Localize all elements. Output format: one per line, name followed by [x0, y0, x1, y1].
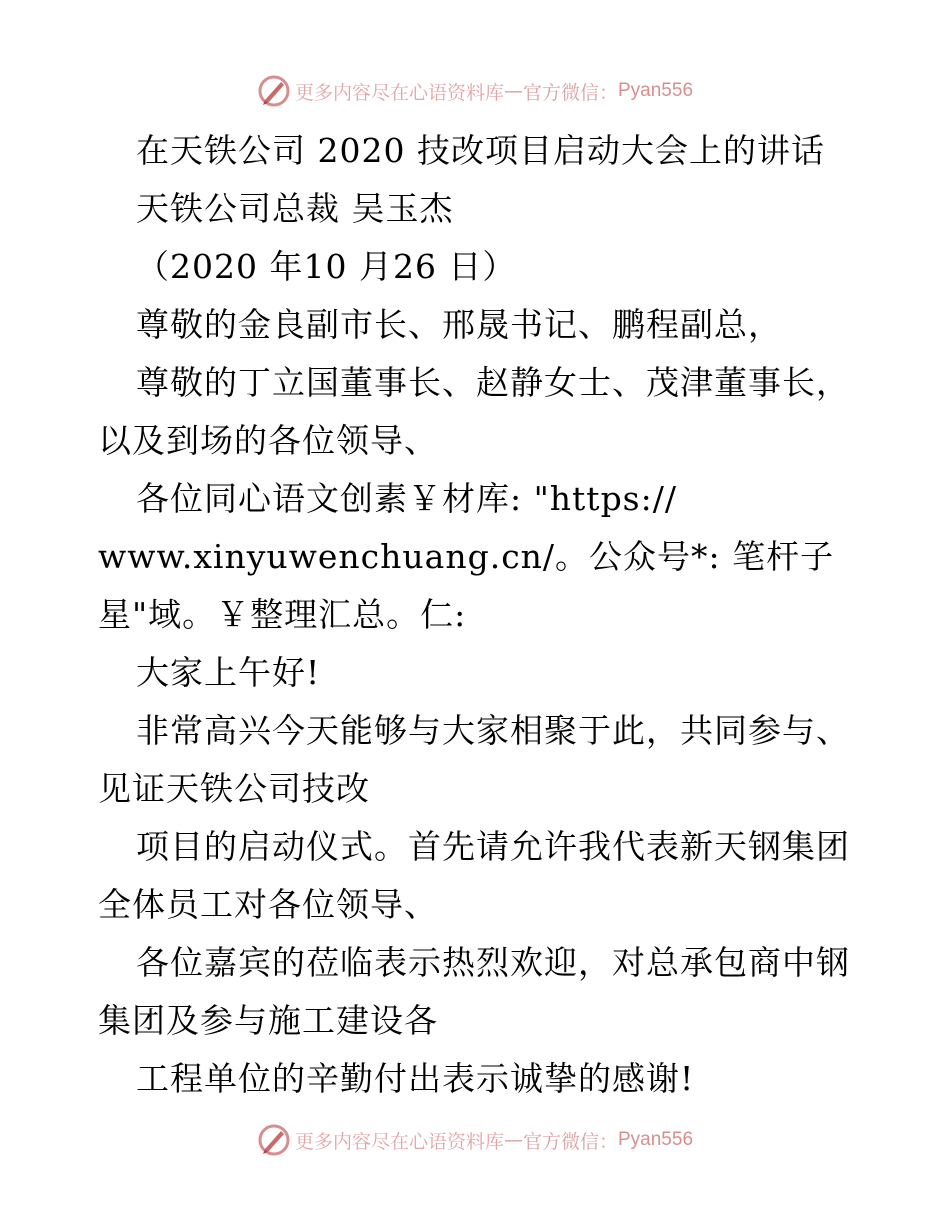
- watermark-main-text: 更多内容尽在心语资料库: [294, 1130, 504, 1153]
- text-line: 各位同心语文创素￥材库: "https://: [136, 479, 677, 518]
- watermark-wechat-id: Pyan556: [618, 80, 694, 101]
- text-line: 非常高兴今天能够与大家相聚于此，共同参与、: [136, 711, 850, 750]
- pen-logo-icon: [257, 74, 291, 108]
- text-line: 在天铁公司 2020 技改项目启动大会上的讲话: [136, 131, 825, 170]
- text-line: 尊敬的金良副市长、邢晟书记、鹏程副总，: [136, 305, 782, 344]
- watermark-header: [0, 71, 950, 111]
- watermark-footer: [0, 1120, 950, 1160]
- text-line: www.xinyuwenchuang.cn/。公众号*: 笔杆子: [98, 537, 835, 576]
- text-line: 集团及参与施工建设各: [98, 1001, 438, 1040]
- text-line: 项目的启动仪式。首先请允许我代表新天钢集团: [136, 827, 850, 866]
- watermark-main-text: 更多内容尽在心语资料库: [294, 81, 504, 104]
- text-line: 天铁公司总裁 吴玉杰: [136, 189, 454, 228]
- text-line: 全体员工对各位领导、: [98, 885, 438, 924]
- text-line: 尊敬的丁立国董事长、赵静女士、茂津董事长，: [136, 363, 850, 402]
- watermark-sub-text: 官方微信：: [522, 1130, 618, 1153]
- text-line: 各位嘉宾的莅临表示热烈欢迎，对总承包商中钢: [136, 943, 850, 982]
- pen-logo-icon: [257, 1123, 291, 1157]
- watermark-sub-text: 官方微信：: [522, 81, 618, 104]
- watermark-dash: —: [503, 80, 523, 102]
- text-line: 大家上午好!: [136, 653, 321, 692]
- watermark-wechat-id: Pyan556: [618, 1129, 694, 1150]
- text-line: 星"域。￥整理汇总。仁:: [98, 595, 467, 634]
- document-body: [98, 122, 898, 1108]
- text-line: 工程单位的辛勤付出表示诚挚的感谢!: [136, 1059, 695, 1098]
- text-line: 见证天铁公司技改: [98, 769, 370, 808]
- text-line: 以及到场的各位领导、: [98, 421, 438, 460]
- text-line: （2020 年10 月26 日）: [136, 247, 517, 286]
- watermark-dash: —: [503, 1129, 523, 1151]
